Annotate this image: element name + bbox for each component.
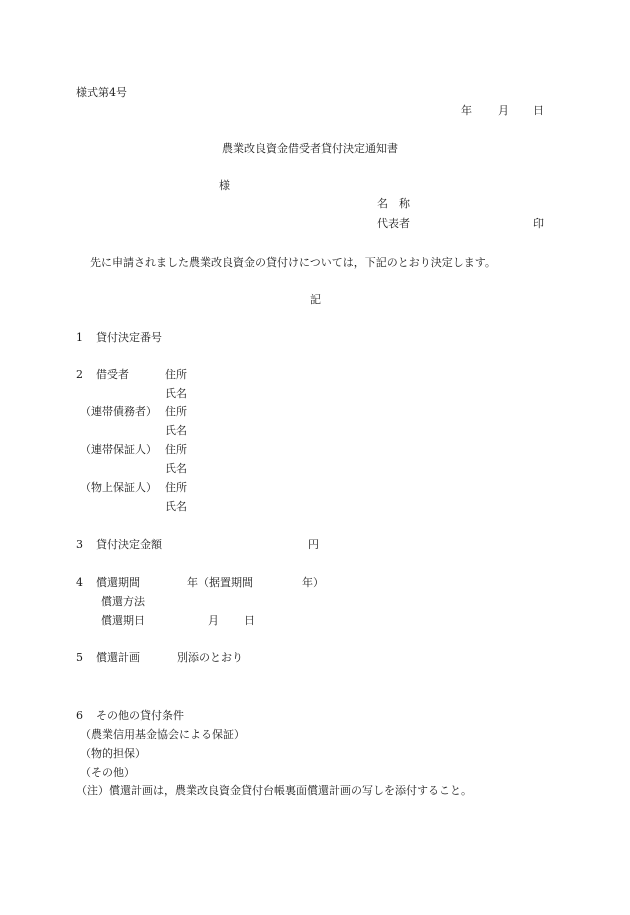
item3-number: 3 (76, 538, 83, 551)
date-month: 月 (498, 104, 509, 117)
joint-guarantor-address-label: 住所 (165, 443, 187, 456)
joint-guarantor-name-label: 氏名 (165, 462, 187, 475)
repayment-years-grace: 年（据置期間 (187, 576, 253, 589)
addressee-suffix: 様 (219, 179, 230, 192)
due-day: 日 (244, 614, 255, 627)
item5-label: 償還計画 (96, 651, 140, 664)
condition-collateral: （物的担保） (80, 747, 146, 760)
item2-number: 2 (76, 368, 83, 381)
item4-number: 4 (76, 576, 83, 589)
document-title: 農業改良資金借受者貸付決定通知書 (222, 142, 398, 155)
item4-label: 償還期間 (96, 576, 140, 589)
sender-rep-label: 代表者 (377, 217, 410, 230)
grace-years-close: 年） (302, 576, 324, 589)
body-text: 先に申請されました農業改良資金の貸付けについては，下記のとおり決定します。 (90, 256, 496, 269)
property-guarantor-address-label: 住所 (165, 481, 187, 494)
sender-name-label: 名 称 (377, 197, 410, 210)
repayment-plan-value: 別添のとおり (177, 651, 243, 664)
item1-label: 貸付決定番号 (96, 331, 162, 344)
borrower-name-label: 氏名 (165, 387, 187, 400)
item3-label: 貸付決定金額 (96, 538, 162, 551)
date-day: 日 (533, 104, 544, 117)
ki-heading: 記 (310, 293, 321, 306)
item6-number: 6 (76, 709, 83, 722)
date-year: 年 (461, 104, 472, 117)
joint-guarantor-label: （連帯保証人） (80, 443, 157, 456)
repayment-method-label: 償還方法 (101, 595, 145, 608)
item2-label: 借受者 (96, 368, 129, 381)
borrower-address-label: 住所 (165, 368, 187, 381)
repayment-due-label: 償還期日 (101, 614, 145, 627)
form-number: 様式第4号 (76, 86, 127, 99)
footnote: （注）償還計画は，農業改良資金貸付台帳裏面償還計画の写しを添付すること。 (76, 784, 472, 797)
joint-debtor-label: （連帯債務者） (80, 405, 157, 418)
joint-debtor-address-label: 住所 (165, 405, 187, 418)
due-month: 月 (208, 614, 219, 627)
seal-mark: 印 (533, 217, 544, 230)
item6-label: その他の貸付条件 (96, 709, 184, 722)
property-guarantor-label: （物上保証人） (80, 481, 157, 494)
condition-guarantee: （農業信用基金協会による保証） (80, 728, 245, 741)
amount-unit: 円 (308, 538, 319, 551)
condition-other: （その他） (80, 766, 135, 779)
property-guarantor-name-label: 氏名 (165, 500, 187, 513)
item5-number: 5 (76, 651, 83, 664)
joint-debtor-name-label: 氏名 (165, 424, 187, 437)
item1-number: 1 (76, 331, 83, 344)
